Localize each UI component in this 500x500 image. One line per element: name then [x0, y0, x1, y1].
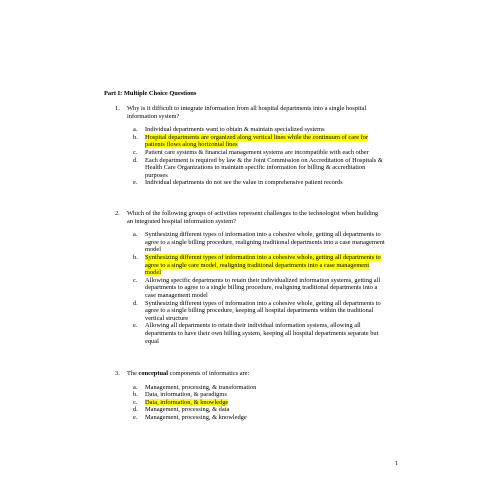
option-letter: e. — [133, 179, 138, 187]
option-text: Allowing specific departments to retain their individualized information systems, getting all departments to agree to a single billing procedure, realigning traditional departments into a case management model — [145, 276, 381, 299]
question-text: Why is it difficult to integrate information from all hospital departments into a single hospital information system? — [127, 105, 367, 120]
option-text: Data, information, & paradigms — [145, 391, 227, 399]
option-letter: e. — [133, 413, 138, 421]
option-letter: a. — [133, 383, 138, 391]
answer-option-e — [115, 414, 385, 422]
option-text: Management, processing, & transformation — [145, 383, 257, 391]
answer-option-a — [115, 231, 385, 254]
answer-option-d — [115, 406, 385, 414]
answer-options — [115, 126, 385, 187]
option-letter: c. — [133, 148, 138, 156]
option-text: Allowing all departments to retain their individual information systems, allowing all departments to have their own billing system, keeping all hospital departments separate but equal — [145, 322, 379, 345]
highlighted-option-text: Data, information, & knowledge — [145, 398, 229, 406]
answer-option-b — [115, 391, 385, 399]
question-text: The conceptual components of informatics are: — [127, 370, 250, 377]
answer-option-b — [115, 254, 385, 277]
highlighted-option-text: Hospital departments are organized along vertical lines while the continuum of care for patients flows along horizontal lines — [145, 133, 369, 149]
answer-option-b — [115, 134, 385, 149]
option-letter: b. — [133, 253, 138, 261]
option-letter: a. — [133, 231, 138, 239]
answer-option-d — [115, 157, 385, 180]
option-letter: c. — [133, 276, 138, 284]
page-number: 1 — [395, 460, 399, 467]
option-letter: d. — [133, 406, 138, 414]
option-text: Synthesizing different types of information into a cohesive whole, getting all departments to agree to a single billing procedure, keeping all hospital departments within the traditional vertical structure — [145, 299, 381, 322]
option-text: Synthesizing different types of information into a cohesive whole, getting all departments to agree to a single billing procedure, realigning traditional departments into a case management model — [145, 231, 385, 254]
option-letter: d. — [133, 156, 138, 164]
answer-option-e — [115, 322, 385, 345]
option-text: Management, processing, & data — [145, 406, 230, 414]
option-text: Management, processing, & knowledge — [145, 413, 247, 421]
highlighted-option-text: Synthesizing different types of information into a cohesive whole, getting all departments to agree to a single care model, realigning traditional departments into a case management model — [145, 253, 381, 277]
question-2 — [115, 210, 385, 345]
option-letter: b. — [133, 133, 138, 141]
question-3 — [115, 370, 385, 422]
option-text: Patient care systems & financial management systems are incompatible with each other — [145, 148, 369, 156]
answer-option-a — [115, 126, 385, 134]
answer-options — [115, 384, 385, 422]
question-text: Which of the following groups of activities represent challenges to the technologist when building an integrated hospital information system? — [127, 210, 379, 225]
question-1 — [115, 105, 385, 187]
answer-options — [115, 231, 385, 345]
option-text: Individual departments do not see the value in comprehensive patient records — [145, 179, 343, 187]
option-letter: b. — [133, 391, 138, 399]
option-letter: a. — [133, 126, 138, 134]
answer-option-d — [115, 300, 385, 323]
option-letter: c. — [133, 398, 138, 406]
question-number: 2. — [115, 210, 120, 217]
answer-option-e — [115, 179, 385, 187]
option-text: Each department is required by law & the Joint Commission on Accreditation of Hospitals & Health Care Organizations to maintain specific information for billing & accreditation purposes — [145, 156, 383, 179]
question-number: 1. — [115, 105, 120, 112]
answer-option-c — [115, 149, 385, 157]
question-number: 3. — [115, 370, 120, 377]
answer-option-a — [115, 384, 385, 392]
option-letter: d. — [133, 299, 138, 307]
answer-option-c — [115, 399, 385, 407]
emphasized-word: conceptual — [138, 370, 169, 377]
option-text: Individual departments want to obtain & maintain specialized systems — [145, 126, 325, 134]
option-letter: e. — [133, 322, 138, 330]
part-heading: Part I: Multiple Choice Questions — [104, 90, 197, 97]
answer-option-c — [115, 277, 385, 300]
